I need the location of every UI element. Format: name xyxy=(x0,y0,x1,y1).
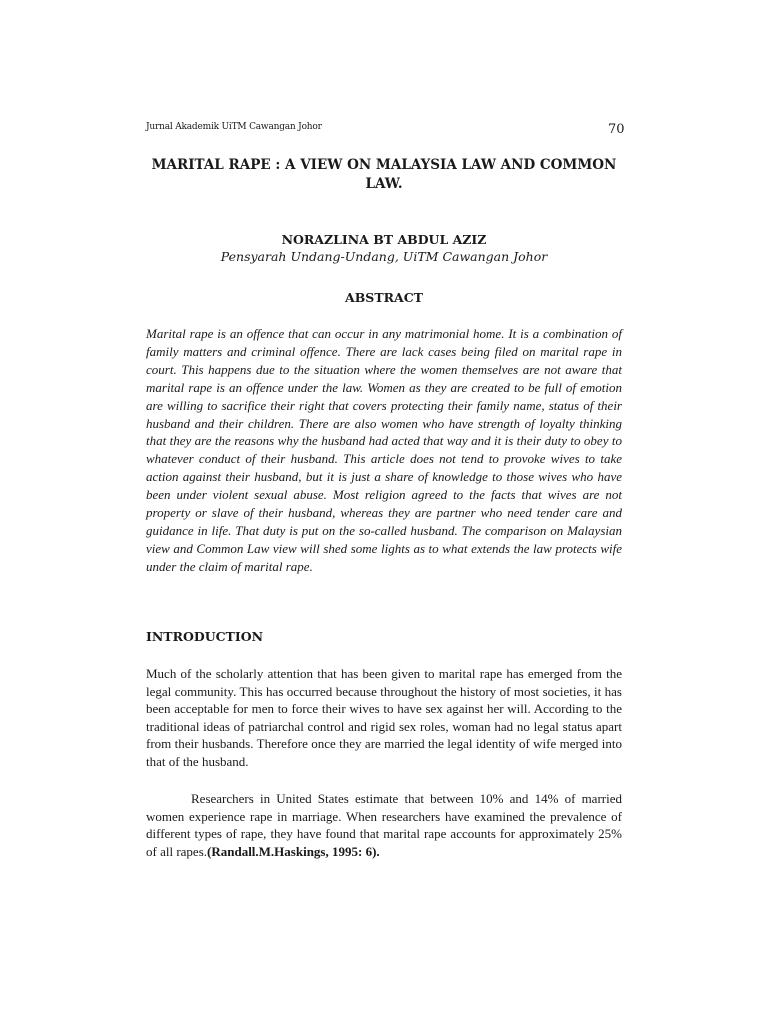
introduction-paragraph: Much of the scholarly attention that has been given to marital rape has emerged from the legal community. This has occurred because throughout the history of most societies, it has been acceptable for men to force their wives to have sex against her will. According to the traditional ideas of patriarchal control and rigid sex roles, woman had no legal status apart from their husbands. Therefore once they are married the legal identity of wife merged into that of the husband. xyxy=(146,666,622,769)
author-name: NORAZLINA BT ABDUL AZIZ xyxy=(281,232,487,247)
introduction-heading: INTRODUCTION xyxy=(146,629,264,644)
citation: (Randall.M.Haskings, 1995: 6). xyxy=(207,843,380,859)
introduction-paragraph-2 xyxy=(146,790,622,860)
page-number: 70 xyxy=(608,122,625,137)
author-affiliation: Pensyarah Undang-Undang, UiTM Cawangan Johor xyxy=(220,249,548,264)
abstract-heading: ABSTRACT xyxy=(345,290,423,305)
paper-title: MARITAL RAPE : A VIEW ON MALAYSIA LAW AND COMMON LAW. xyxy=(151,157,617,192)
paragraph-text: Researchers in United States estimate that between 10% and 14% of married women experience rape in marriage. When researchers have examined the prevalence of different types of rape, they have found that marital rape accounts for approximately 25% of all rapes. xyxy=(146,791,622,859)
journal-name: Jurnal Akademik UiTM Cawangan Johor xyxy=(146,122,322,132)
abstract-text: Marital rape is an offence that can occur in any matrimonial home. It is a combination of family matters and criminal offence. There are lack cases being filed on marital rape in court. This happens due to the situation where the women themselves are not aware that marital rape is an offence under the law. Women as they are created to be full of emotion are willing to sacrifice their right that covers protecting their family name, status of their husband and their children. There are also women who have strength of loyalty thinking that they are the reasons why the husband had acted that way and it is their duty to obey to whatever conduct of their husband. This article does not tend to provoke wives to take action against their husband, but it is just a share of knowledge to those wives who have been under violent sexual abuse. Most religion agreed to the facts that wives are not property or slave of their husband, whereas they are partner who need tender care and guidance in life. That duty is put on the so-called husband. The comparison on Malaysian view and Common Law view will shed some lights as to what extends the law protects wife under the claim of marital rape. xyxy=(146,326,622,574)
